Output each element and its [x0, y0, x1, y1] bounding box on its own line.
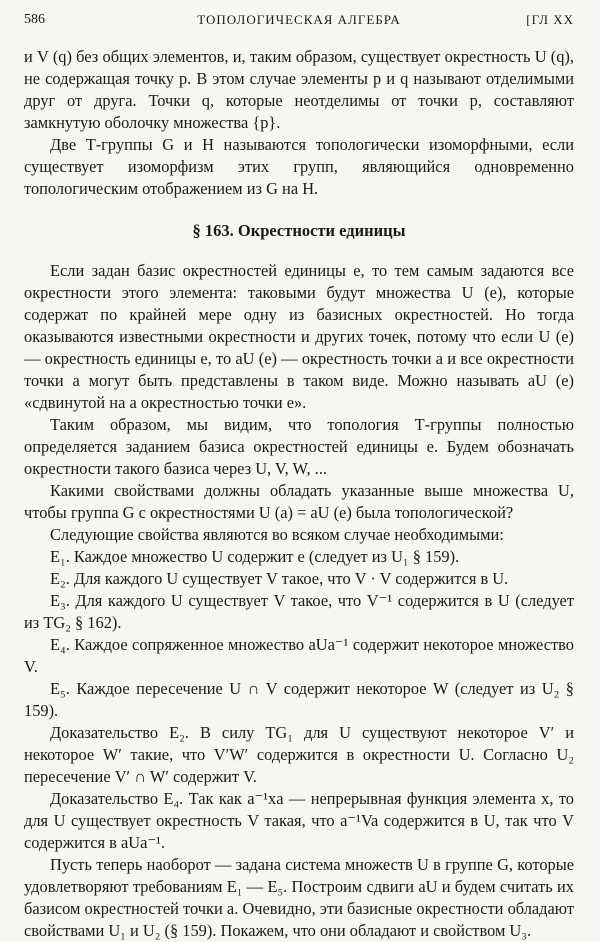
property-e2: E₂. Для каждого U существует V такое, что V · V содержится в U. [50, 569, 509, 588]
property-e5: E₅. Каждое пересечение U ∩ V содержит некоторое W (следует из U₂ § 159). [24, 679, 574, 720]
page-header [24, 12, 574, 32]
paragraph: Две Т-группы G и H называются топологически изоморфными, если существует изоморфизм этих групп, являющийся одновременно топологическим отображением из G на H. [24, 135, 574, 198]
chapter-label: [ГЛ XX [526, 12, 574, 27]
page-body [24, 46, 574, 942]
paragraph: Следующие свойства являются во всяком случае необходимыми: [50, 525, 504, 544]
paragraph: Таким образом, мы видим, что топология Т-группы полностью определяется заданием базиса окрестностей единицы e. Будем обозначать окрестности такого базиса через U, V, W, ... [24, 415, 574, 478]
page-number: 586 [24, 12, 45, 27]
paragraph: Если задан базис окрестностей единицы e, то тем самым задаются все окрестности этого элемента: таковыми будут множества U (e), которые содержат по крайней мере одну из базисных окрестностей. Но тогда оказываются известными окрестности и других точек, потому что если U (e) — окрестность единицы e, то aU (e) — окрестность точки a и все окрестности точки a могут быть представлены в таком виде. Можно называть aU (e) «сдвинутой на a окрестностью точки e». [24, 261, 574, 412]
proof-e2: Доказательство E₂. В силу TG₁ для U существуют некоторое V′ и некоторое W′ такие, что V′W′ содержится в окрестности U. Согласно U₂ пересечение V′ ∩ W′ содержит V. [24, 723, 574, 786]
property-e1: E₁. Каждое множество U содержит e (следует из U₁ § 159). [50, 547, 460, 566]
section-title: § 163. Окрестности единицы [192, 221, 406, 240]
property-e4: E₄. Каждое сопряженное множество aUa⁻¹ содержит некоторое множество V. [24, 635, 574, 676]
proof-e4: Доказательство E₄. Так как a⁻¹xa — непрерывная функция элемента x, то для U существует окрестность V такая, что a⁻¹Va содержится в U, так что V содержится в aUa⁻¹. [24, 789, 574, 852]
paragraph: Какими свойствами должны обладать указанные выше множества U, чтобы группа G с окрестностями U (a) = aU (e) была топологической? [24, 481, 574, 522]
property-e3: E₃. Для каждого U существует V такое, что V⁻¹ содержится в U (следует из TG₂ § 162). [24, 591, 574, 632]
paragraph: и V (q) без общих элементов, и, таким образом, существует окрестность U (q), не содержащая точку p. В этом случае элементы p и q называют отделимыми друг от друга. Точки q, которые неотделимы от точки p, составляют замкнутую оболочку множества {p}. [24, 47, 574, 132]
paragraph: Пусть теперь наоборот — задана система множеств U в группе G, которые удовлетворяют требованиям E₁ — E₅. Построим сдвиги aU и будем считать их базисом окрестностей точки a. Очевидно, эти базисные окрестности обладают свойствами U₁ и U₂ (§ 159). Покажем, что они обладают и свойством U₃. [24, 855, 574, 940]
running-title: ТОПОЛОГИЧЕСКАЯ АЛГЕБРА [197, 12, 401, 27]
